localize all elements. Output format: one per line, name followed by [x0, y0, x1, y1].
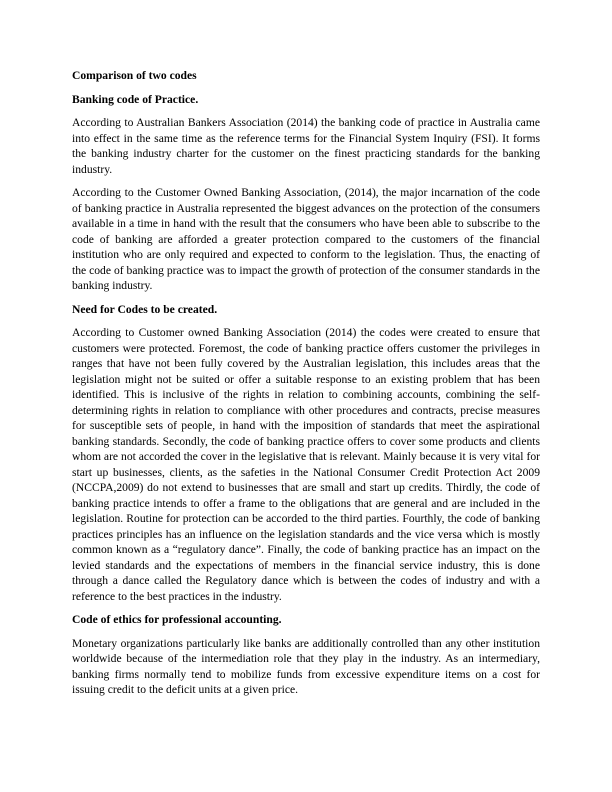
heading-code-of-ethics: Code of ethics for professional accounting.: [72, 613, 282, 626]
heading-need-for-codes: Need for Codes to be created.: [72, 302, 218, 316]
heading-banking-code: Banking code of Practice.: [72, 92, 199, 106]
heading-comparison: Comparison of two codes: [72, 69, 197, 82]
paragraph-need-for-codes: According to Customer owned Banking Association (2014) the codes were created to ensure that customers were protected. Foremost, the code of banking practice offers customer the privileges in ranges that have not been fully covered by the Australian legislation, this includes areas that the legislation might not be suited or offer a suitable response to an existing problem that has been identified. This is inclusive of the rights in relation to combining accounts, combining the self-determining rights in relation to compliance with other procedures and contracts, precise measures for susceptible sets of people, in hand with the imposition of standards that meet the aspirational banking standards. Secondly, the code of banking practice offers to cover some products and clients whom are not accorded the cover in the legislative that is relevant. Mainly because it is very vital for start up businesses, clients, as the safeties in the National Consumer Credit Protection Act 2009 (NCCPA,2009) do not extend to businesses that are small and start up credits. Thirdly, the code of banking practice intends to offer a frame to the obligations that are general and are included in the legislation. Routine for protection can be accorded to the third parties. Fourthly, the code of banking practices principles has an influence on the legislation standards and the vice versa which is mostly common known as a “regulatory dance”. Finally, the code of banking practice has an impact on the levied standards and the expectations of members in the financial service industry, this is done through a dance called the Regulatory dance which is between the codes of industry and with a reference to the best practices in the industry.: [72, 326, 540, 603]
paragraph-abs-intro: According to Australian Bankers Association (2014) the banking code of practice in Australia came into effect in the same time as the reference terms for the Financial System Inquiry (FSI). It forms the banking industry charter for the customer on the finest practicing standards for the banking industry.: [72, 116, 540, 176]
paragraph-monetary-organizations: Monetary organizations particularly like banks are additionally controlled than any other institution worldwide because of the intermediation role that they play in the industry. As an intermediary, banking firms normally tend to mobilize funds from excessive expenditure items on a cost for issuing credit to the deficit units at a given price.: [72, 636, 540, 696]
paragraph-coba-protection: According to the Customer Owned Banking Association, (2014), the major incarnation of the code of banking practice in Australia represented the biggest advances on the protection of the consumers available in a time in hand with the result that the consumers who have been able to subscribe to the code of banking are afforded a greater protection compared to the customers of the financial institution who are only required and expected to conform to the legislation. Thus, the enacting of the code of banking practice was to impact the growth of protection of the consumer standards in the banking industry.: [72, 186, 540, 292]
document-body: [72, 68, 540, 706]
